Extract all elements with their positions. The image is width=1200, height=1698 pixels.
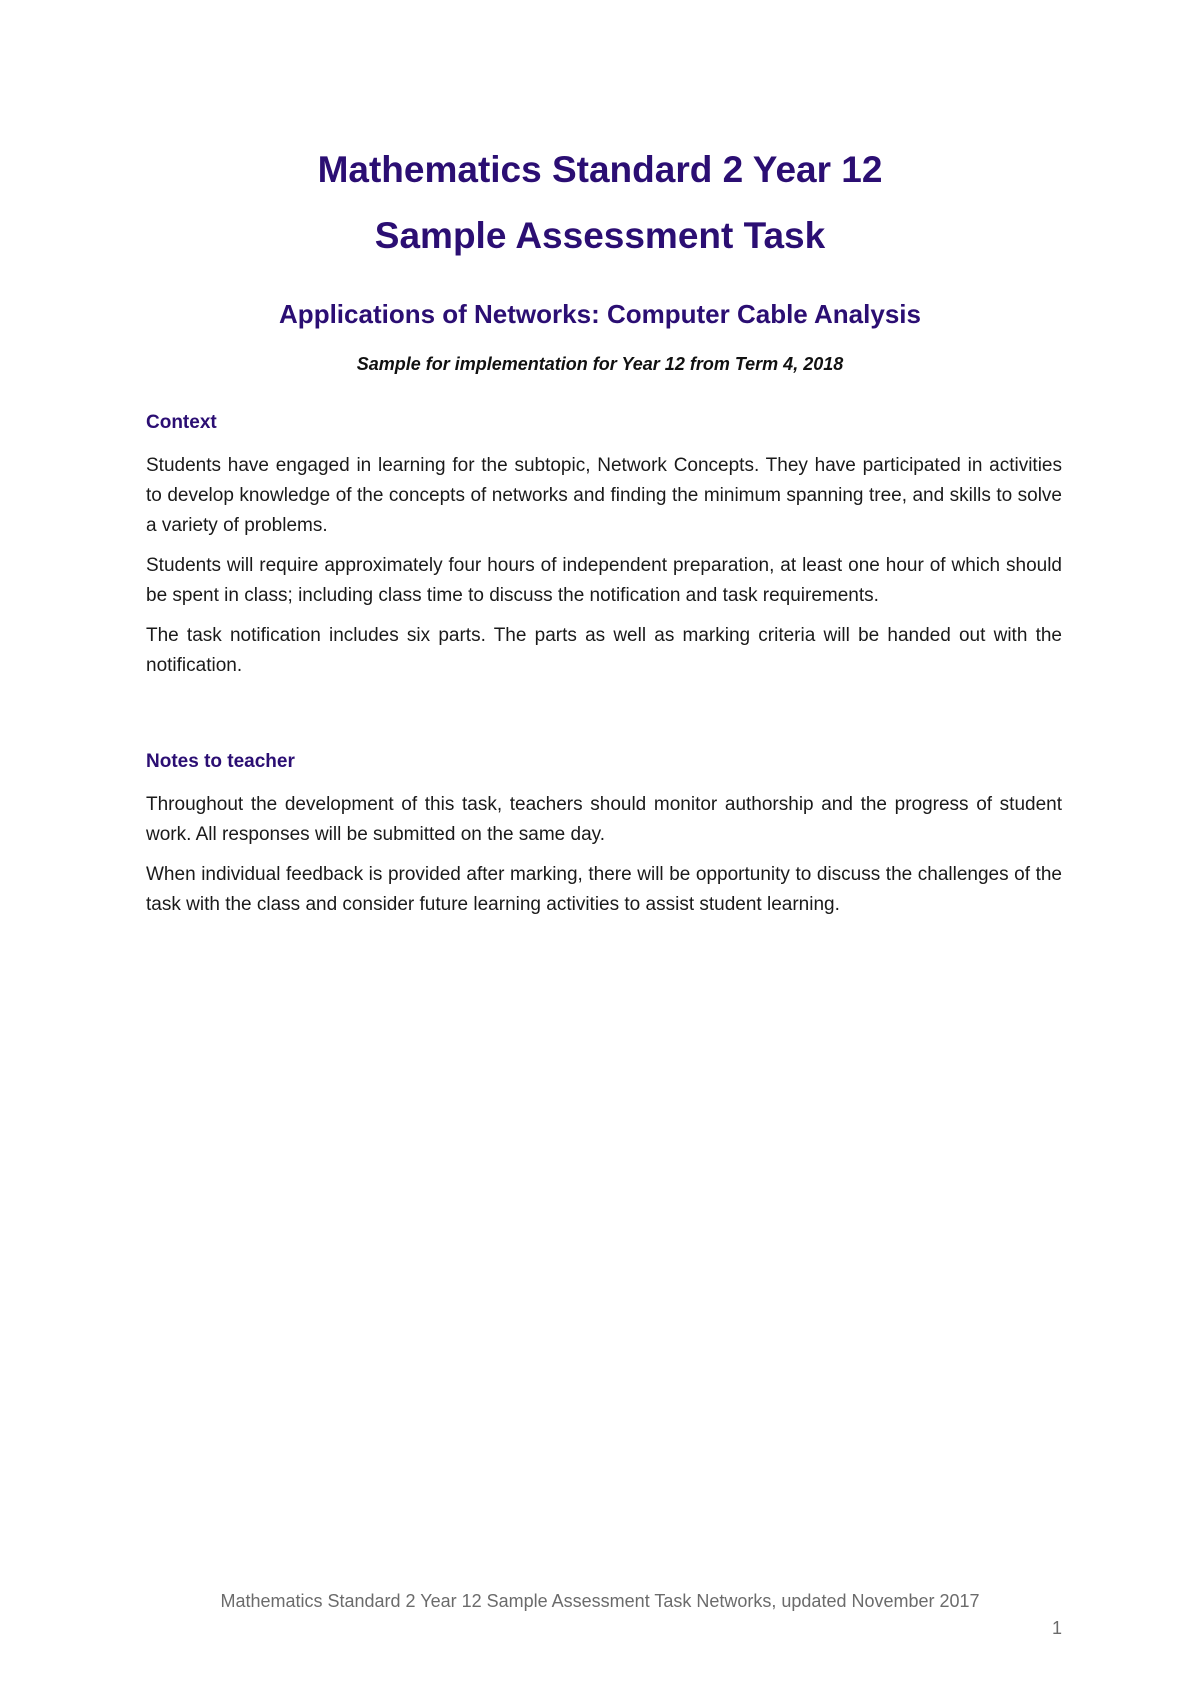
context-paragraph-3: The task notification includes six parts. The parts as well as marking criteria will be handed out with the notification. (146, 625, 1062, 676)
notes-heading: Notes to teacher (146, 751, 295, 772)
document-subtitle: Applications of Networks: Computer Cable Analysis (279, 299, 921, 329)
notes-paragraph-2: When individual feedback is provided after marking, there will be opportunity to discuss the challenges of the task with the class and consider future learning activities to assist student learning. (146, 864, 1062, 915)
notes-to-teacher-section (146, 750, 1062, 930)
document-title-line1: Mathematics Standard 2 Year 12 (317, 149, 883, 190)
page-footer: Mathematics Standard 2 Year 12 Sample Assessment Task Networks, updated November 2017 (220, 1591, 980, 1611)
page-number: 1 (1051, 1618, 1062, 1638)
document-title-line2: Sample Assessment Task (374, 215, 826, 256)
sample-implementation-note: Sample for implementation for Year 12 from Term 4, 2018 (356, 354, 844, 374)
notes-paragraph-1: Throughout the development of this task, teachers should monitor authorship and the progress of student work. All responses will be submitted on the same day. (146, 794, 1062, 845)
context-section (146, 411, 1062, 691)
context-paragraph-2: Students will require approximately four hours of independent preparation, at least one hour of which should be spent in class; including class time to discuss the notification and task requirements. (146, 555, 1062, 606)
context-heading: Context (146, 412, 217, 433)
context-paragraph-1: Students have engaged in learning for the subtopic, Network Concepts. They have participated in activities to develop knowledge of the concepts of networks and finding the minimum spanning tree, and skills to solve a variety of problems. (146, 455, 1062, 536)
